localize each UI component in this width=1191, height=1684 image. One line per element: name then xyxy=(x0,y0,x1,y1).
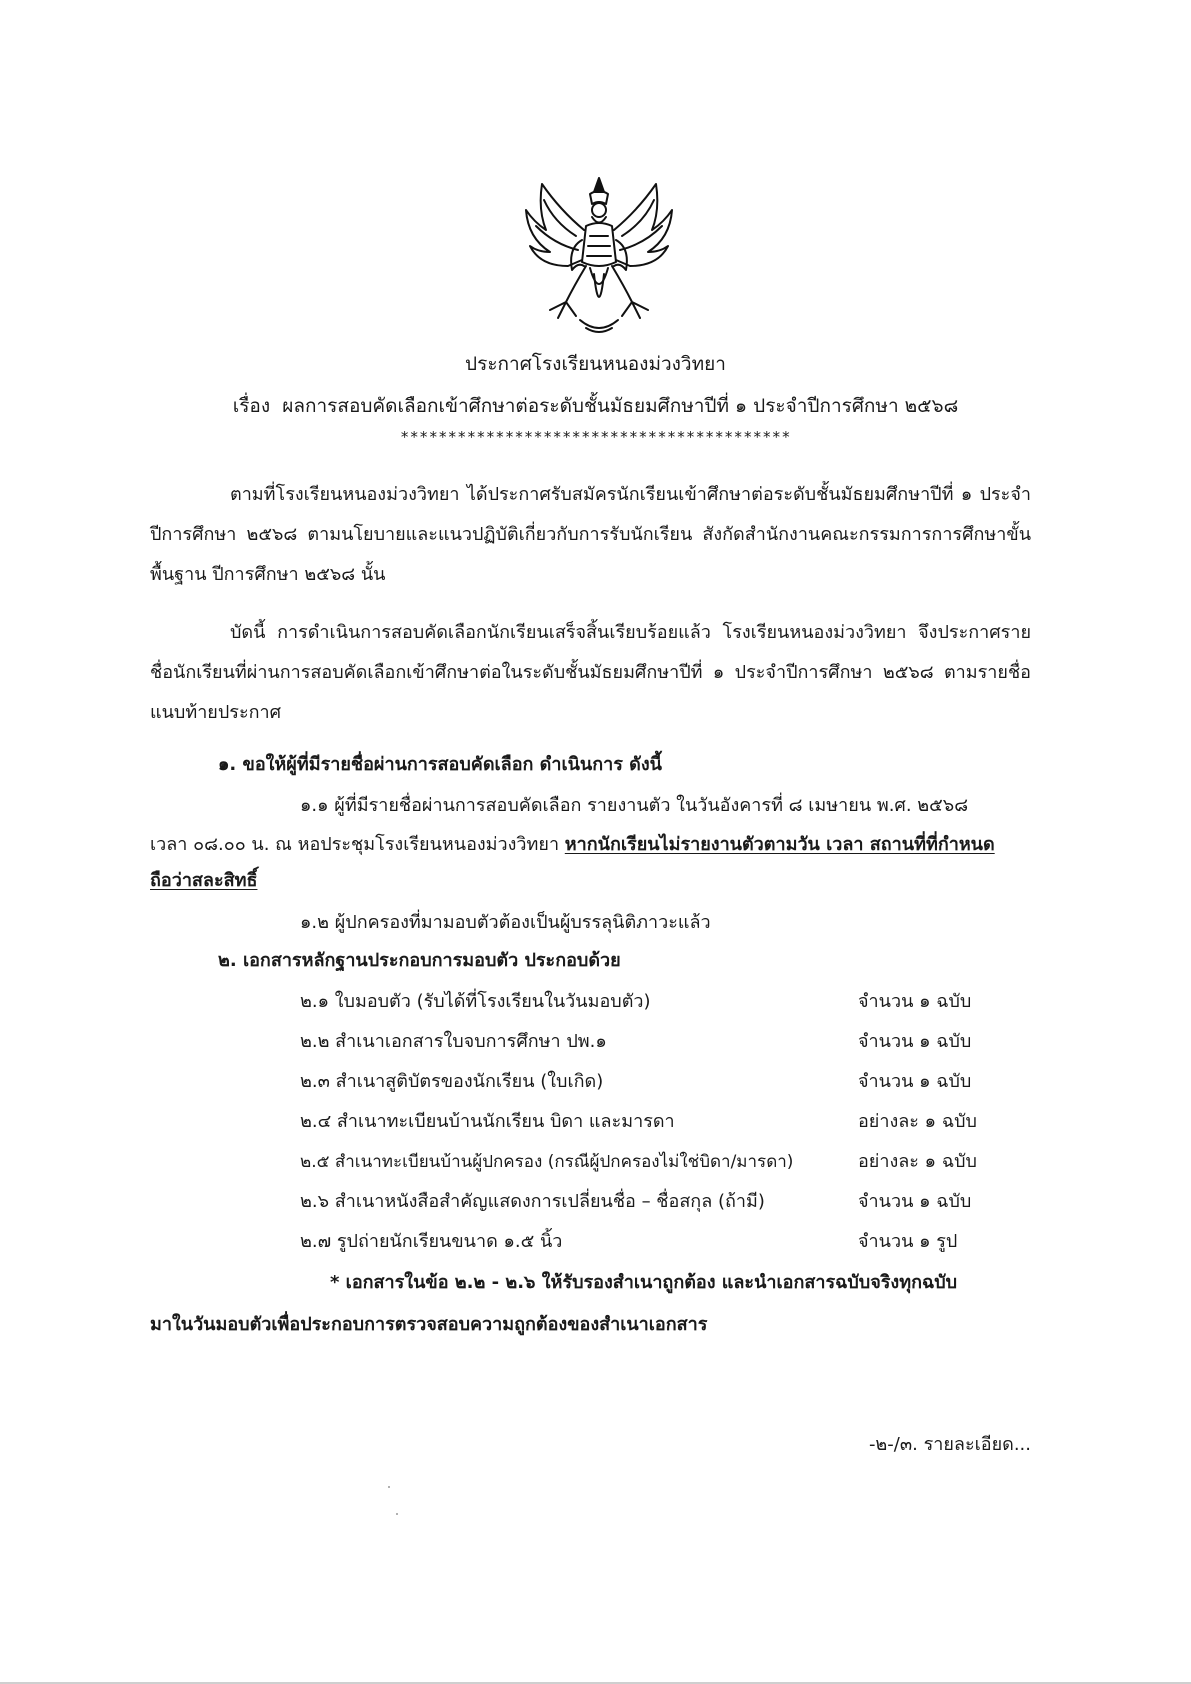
body-paragraph-1: ตามที่โรงเรียนหนองม่วงวิทยา ได้ประกาศรับสมัครนักเรียนเข้าศึกษาต่อระดับชั้นมัธยมศึกษาปีที่ ๑ ประจำปีการศึกษา ๒๕๖๘ ตามนโยบายและแนวปฏิบัติเกี่ยวกับการรับนักเรียน สังกัดสำนักงานคณะกรรมการการศึกษาขั้นพื้นฐาน ปีการศึกษา ๒๕๖๘ นั้น xyxy=(150,484,1031,585)
separator-stars: ***************************************** xyxy=(400,428,791,446)
subject-label: เรื่อง xyxy=(232,395,271,417)
page-continuation: -๒-/๓. รายละเอียด... xyxy=(868,1434,1031,1455)
body-paragraph-2: บัดนี้ การดำเนินการสอบคัดเลือกนักเรียนเสร็จสิ้นเรียบร้อยแล้ว โรงเรียนหนองม่วงวิทยา จึงประกาศรายชื่อนักเรียนที่ผ่านการสอบคัดเลือกเข้าศึกษาต่อในระดับชั้นมัธยมศึกษาปีที่ ๑ ประจำปีการศึกษา ๒๕๖๘ ตามรายชื่อแนบท้ายประกาศ xyxy=(150,622,1031,723)
document-item-qty: อย่างละ ๑ ฉบับ xyxy=(858,1151,977,1172)
document-item-label: ๒.๑ ใบมอบตัว (รับได้ที่โรงเรียนในวันมอบตัว) xyxy=(300,991,651,1012)
section-1-item-1-line-2 xyxy=(150,832,995,858)
document-note-line-1: * เอกสารในข้อ ๒.๒ - ๒.๖ ให้รับรองสำเนาถูกต้อง และนำเอกสารฉบับจริงทุกฉบับ xyxy=(330,1272,958,1293)
section-2-heading: ๒. เอกสารหลักฐานประกอบการมอบตัว ประกอบด้วย xyxy=(218,950,621,971)
document-item-qty: จำนวน ๑ ฉบับ xyxy=(858,1031,972,1052)
document-item-label: ๒.๗ รูปถ่ายนักเรียนขนาด ๑.๕ นิ้ว xyxy=(300,1231,563,1252)
subject-text: ผลการสอบคัดเลือกเข้าศึกษาต่อระดับชั้นมัธยมศึกษาปีที่ ๑ ประจำปีการศึกษา ๒๕๖๘ xyxy=(282,395,959,417)
document-item-label: ๒.๒ สำเนาเอกสารใบจบการศึกษา ปพ.๑ xyxy=(300,1031,607,1052)
document-item-qty: อย่างละ ๑ ฉบับ xyxy=(858,1111,977,1132)
document-item-qty: จำนวน ๑ รูป xyxy=(858,1231,958,1252)
section-1-item-1-line-1: ๑.๑ ผู้ที่มีรายชื่อผ่านการสอบคัดเลือก รายงานตัว ในวันอังคารที่ ๘ เมษายน พ.ศ. ๒๕๖๘ xyxy=(300,795,969,816)
document-note-line-2: มาในวันมอบตัวเพื่อประกอบการตรวจสอบความถูกต้องของสำเนาเอกสาร xyxy=(150,1314,708,1335)
document-item-qty: จำนวน ๑ ฉบับ xyxy=(858,1191,972,1212)
document-item-label: ๒.๔ สำเนาทะเบียนบ้านนักเรียน บิดา และมารดา xyxy=(300,1111,675,1132)
document-item-label: ๒.๓ สำเนาสูติบัตรของนักเรียน (ใบเกิด) xyxy=(300,1071,604,1092)
section-1-heading: ๑. ขอให้ผู้ที่มีรายชื่อผ่านการสอบคัดเลือก ดำเนินการ ดังนี้ xyxy=(218,754,662,775)
announcement-title: ประกาศโรงเรียนหนองม่วงวิทยา xyxy=(465,353,726,375)
document-item-label: ๒.๖ สำเนาหนังสือสำคัญแสดงการเปลี่ยนชื่อ – ชื่อสกุล (ถ้ามี) xyxy=(300,1191,765,1212)
document-item-qty: จำนวน ๑ ฉบับ xyxy=(858,1071,972,1092)
forfeit-warning: หากนักเรียนไม่รายงานตัวตามวัน เวลา สถานที่ที่กำหนด xyxy=(564,834,995,855)
scan-speck xyxy=(388,1486,390,1488)
section-1-item-2: ๑.๒ ผู้ปกครองที่มามอบตัวต้องเป็นผู้บรรลุนิติภาวะแล้ว xyxy=(300,912,711,933)
document-item-qty: จำนวน ๑ ฉบับ xyxy=(858,991,972,1012)
garuda-emblem-icon xyxy=(520,170,678,340)
announcement-subject xyxy=(150,394,1041,418)
document-item-label: ๒.๕ สำเนาทะเบียนบ้านผู้ปกครอง (กรณีผู้ปกครองไม่ใช่บิดา/มารดา) xyxy=(300,1152,794,1172)
scan-speck xyxy=(396,1513,398,1515)
forfeit-warning-end: ถือว่าสละสิทธิ์ xyxy=(150,870,258,891)
report-time-place: เวลา ๐๘.๐๐ น. ณ หอประชุมโรงเรียนหนองม่วงวิทยา xyxy=(150,834,560,855)
